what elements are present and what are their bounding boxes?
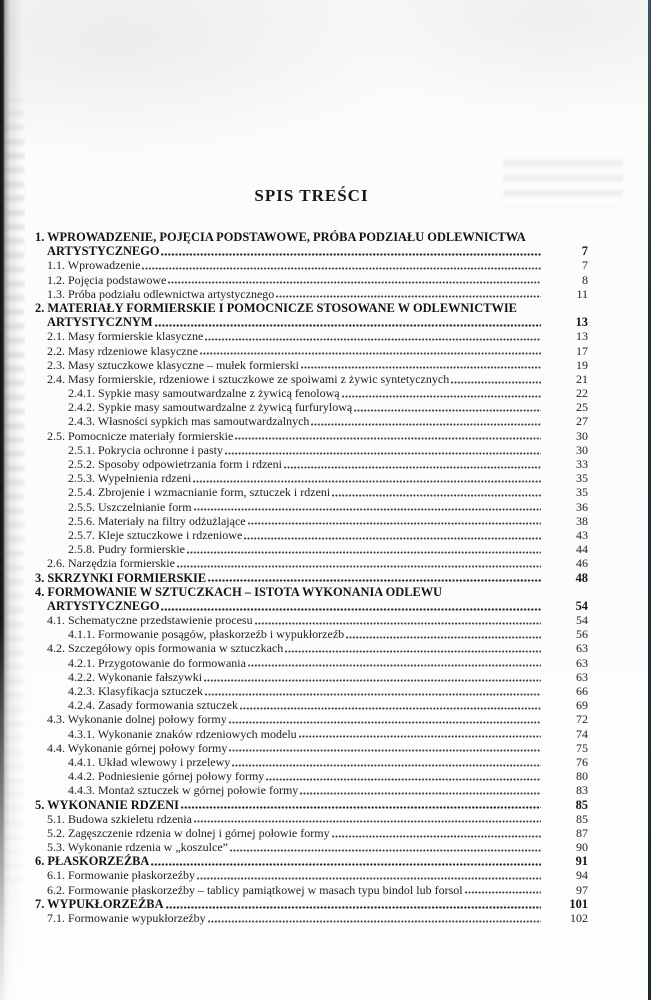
toc-row bbox=[35, 599, 588, 613]
page-number: 56 bbox=[576, 627, 588, 642]
page-number: 46 bbox=[576, 556, 588, 571]
dot-leader bbox=[161, 252, 541, 257]
dot-leader bbox=[451, 380, 541, 385]
toc-row bbox=[35, 741, 588, 755]
toc-entry-text: 7. WYPUKŁORZEŹBA bbox=[35, 896, 164, 911]
toc-entry-text: 2.4.2. Sypkie masy samoutwardzalne z żywicą furfurylową bbox=[68, 400, 353, 415]
toc-row bbox=[35, 684, 588, 698]
toc-row bbox=[35, 883, 588, 897]
toc-row bbox=[35, 826, 588, 840]
dot-leader bbox=[342, 394, 541, 399]
page-number: 102 bbox=[570, 911, 588, 925]
toc-entry-text: 5.2. Zagęszczenie rdzenia w dolnej i górnej połowie formy bbox=[47, 825, 330, 840]
toc-entry-text: 2.2. Masy rdzeniowe klasyczne bbox=[47, 343, 198, 358]
toc-row bbox=[35, 528, 588, 542]
toc-entry-text: 6.1. Formowanie płaskorzeźby bbox=[47, 868, 195, 883]
toc-entry-text: 2.3. Masy sztuczkowe klasyczne – mułek formierski bbox=[47, 357, 299, 372]
dot-leader bbox=[204, 678, 541, 683]
toc-entry-text: 4.2.3. Klasyfikacja sztuczek bbox=[68, 684, 203, 698]
dot-leader bbox=[276, 294, 541, 299]
page-number: 36 bbox=[576, 499, 588, 514]
toc-entry-text: 2.5.1. Pokrycia ochronne i pasty bbox=[68, 442, 223, 457]
toc-entry-text: 4.2.2. Wykonanie fałszywki bbox=[68, 669, 203, 684]
toc-entry-text: 2. MATERIAŁY FORMIERSKIE I POMOCNICZE STOSOWANE W ODLEWNICTWIE bbox=[35, 300, 517, 315]
page-number: 97 bbox=[576, 882, 588, 897]
toc-row bbox=[35, 769, 588, 783]
dot-leader bbox=[284, 465, 541, 470]
toc-row bbox=[35, 854, 588, 868]
toc-row bbox=[35, 443, 588, 457]
page-number: 35 bbox=[576, 471, 588, 486]
toc-row bbox=[35, 670, 588, 684]
dot-leader bbox=[200, 351, 541, 356]
dot-leader bbox=[177, 564, 541, 569]
toc-entry-text: 4.1. Schematyczne przedstawienie procesu bbox=[47, 613, 253, 628]
dot-leader bbox=[255, 621, 541, 626]
dot-leader bbox=[193, 479, 541, 484]
dot-leader bbox=[225, 451, 541, 456]
page-number: 54 bbox=[575, 598, 588, 613]
toc-row bbox=[35, 457, 588, 471]
dot-leader bbox=[151, 862, 541, 867]
toc-entry-text: 4.2. Szczegółowy opis formowania w sztuczkach bbox=[47, 641, 284, 656]
toc-row bbox=[35, 698, 588, 712]
toc-row bbox=[35, 471, 588, 485]
dot-leader bbox=[354, 408, 541, 413]
toc-entry-text: 2.5. Pomocnicze materiały formierskie bbox=[47, 428, 234, 443]
dot-leader bbox=[266, 777, 541, 782]
dot-leader bbox=[208, 578, 541, 583]
toc-row bbox=[35, 301, 588, 315]
dot-leader bbox=[332, 493, 541, 498]
page-number: 91 bbox=[575, 854, 588, 869]
toc-entry-text: 1.2. Pojęcia podstawowe bbox=[47, 272, 167, 287]
toc-row bbox=[35, 712, 588, 726]
page-number: 35 bbox=[576, 485, 588, 500]
toc-entry-text: 4.4.2. Podniesienie górnej połowy formy bbox=[68, 769, 265, 784]
toc-row bbox=[35, 500, 588, 514]
page-number: 43 bbox=[576, 527, 588, 542]
toc-row bbox=[35, 485, 588, 499]
toc-row bbox=[35, 627, 588, 641]
dot-leader bbox=[229, 720, 541, 725]
dot-leader bbox=[168, 280, 541, 285]
dot-leader bbox=[244, 536, 541, 541]
toc-entry-text: 4.2.1. Przygotowanie do formowania bbox=[68, 655, 246, 670]
toc-row bbox=[35, 358, 588, 372]
toc-row bbox=[35, 429, 588, 443]
page-number: 75 bbox=[576, 740, 588, 755]
dot-leader bbox=[248, 663, 541, 668]
page-number: 87 bbox=[576, 825, 588, 840]
toc-entry-text: 2.5.5. Uszczelnianie form bbox=[68, 499, 192, 514]
toc-row bbox=[35, 911, 588, 925]
dot-leader bbox=[205, 692, 541, 697]
toc-row bbox=[35, 258, 588, 272]
toc-row bbox=[35, 571, 588, 585]
dot-leader bbox=[229, 748, 541, 753]
page-number: 63 bbox=[576, 655, 588, 670]
page-number: 85 bbox=[576, 811, 588, 826]
toc-entry-text: 4. FORMOWANIE W SZTUCZKACH – ISTOTA WYKONANIA ODLEWU bbox=[35, 584, 443, 599]
page-number: 94 bbox=[576, 868, 588, 883]
dot-leader bbox=[194, 507, 541, 512]
dot-leader bbox=[346, 635, 541, 640]
toc-entry-text: 6. PŁASKORZEŹBA bbox=[35, 854, 150, 869]
dot-leader bbox=[248, 521, 541, 526]
toc-row bbox=[35, 840, 588, 854]
toc-row bbox=[35, 230, 588, 244]
page-number: 13 bbox=[575, 315, 588, 330]
page-number: 21 bbox=[576, 371, 588, 386]
toc-row bbox=[35, 329, 588, 343]
dot-leader bbox=[197, 876, 541, 881]
dot-leader bbox=[465, 890, 541, 895]
page-number: 74 bbox=[576, 726, 588, 741]
toc-entry-text: 4.3. Wykonanie dolnej połowy formy bbox=[47, 712, 227, 727]
toc-row bbox=[35, 400, 588, 414]
dot-leader bbox=[311, 422, 541, 427]
table-of-contents bbox=[35, 230, 588, 925]
toc-row bbox=[35, 656, 588, 670]
toc-row bbox=[35, 755, 588, 769]
toc-entry-text: 2.5.6. Materiały na filtry odżużlające bbox=[68, 513, 246, 528]
page-number: 72 bbox=[576, 712, 588, 727]
toc-entry-text: 2.4. Masy formierskie, rdzeniowe i sztuczkowe ze spoiwami z żywic syntetycznych bbox=[47, 371, 450, 386]
toc-entry-text: ARTYSTYCZNEGO bbox=[47, 244, 160, 259]
toc-row bbox=[35, 783, 588, 797]
toc-entry-text: 1.3. Próba podziału odlewnictwa artystycznego bbox=[47, 286, 275, 301]
toc-entry-text: 3. SKRZYNKI FORMIERSKIE bbox=[35, 570, 207, 585]
toc-row bbox=[35, 315, 588, 329]
toc-row bbox=[35, 287, 588, 301]
dot-leader bbox=[155, 323, 541, 328]
toc-row bbox=[35, 613, 588, 627]
toc-entry-text: 1. WPROWADZENIE, POJĘCIA PODSTAWOWE, PRÓBA PODZIAŁU ODLEWNICTWA bbox=[35, 230, 526, 244]
dot-leader bbox=[235, 436, 541, 441]
toc-entry-text: 4.4.1. Układ wlewowy i przelewy bbox=[68, 754, 231, 769]
page-number: 33 bbox=[576, 457, 588, 471]
dot-leader bbox=[232, 763, 541, 768]
page-number: 63 bbox=[576, 669, 588, 684]
toc-entry-text: 1.1. Wprowadzenie bbox=[47, 258, 141, 273]
dot-leader bbox=[181, 805, 541, 810]
page-number: 8 bbox=[582, 272, 588, 287]
dot-leader bbox=[205, 337, 541, 342]
toc-entry-text: 6.2. Formowanie płaskorzeźby – tablicy pamiątkowej w masach typu bindol lub forsol bbox=[47, 882, 463, 897]
toc-entry-text: 7.1. Formowanie wypukłorzeźby bbox=[47, 911, 206, 925]
page-number: 22 bbox=[576, 386, 588, 401]
toc-entry-text: 2.6. Narzędzia formierskie bbox=[47, 556, 175, 571]
toc-row bbox=[35, 386, 588, 400]
toc-entry-text: ARTYSTYCZNYM bbox=[47, 315, 153, 330]
dot-leader bbox=[166, 905, 541, 910]
toc-entry-text: 2.4.3. Własności sypkich mas samoutwardzalnych bbox=[68, 414, 310, 429]
page-number: 7 bbox=[582, 258, 588, 273]
toc-entry-text: 2.1. Masy formierskie klasyczne bbox=[47, 329, 204, 344]
dot-leader bbox=[194, 819, 541, 824]
toc-row bbox=[35, 798, 588, 812]
page-number: 11 bbox=[576, 286, 588, 301]
page-number: 101 bbox=[569, 896, 588, 911]
toc-entry-text: 4.1.1. Formowanie posągów, płaskorzeźb i wypukłorzeźb bbox=[68, 627, 345, 642]
page-number: 30 bbox=[576, 428, 588, 443]
toc-row bbox=[35, 812, 588, 826]
toc-row bbox=[35, 585, 588, 599]
toc-entry-text: 5.1. Budowa szkieletu rdzenia bbox=[47, 811, 192, 826]
toc-row bbox=[35, 244, 588, 258]
toc-row bbox=[35, 273, 588, 287]
toc-entry-text: 5.3. Wykonanie rdzenia w „koszulce” bbox=[47, 840, 228, 855]
toc-row bbox=[35, 556, 588, 570]
toc-row bbox=[35, 514, 588, 528]
toc-row bbox=[35, 868, 588, 882]
toc-entry-text: 4.3.1. Wykonanie znaków rdzeniowych modelu bbox=[68, 726, 297, 741]
page-number: 44 bbox=[576, 542, 588, 557]
page-number: 7 bbox=[581, 244, 588, 259]
page-number: 83 bbox=[576, 783, 588, 798]
page-number: 63 bbox=[576, 641, 588, 656]
toc-row bbox=[35, 344, 588, 358]
page-number: 76 bbox=[576, 754, 588, 769]
page-number: 54 bbox=[576, 613, 588, 628]
dot-leader bbox=[332, 834, 541, 839]
page-number: 27 bbox=[576, 414, 588, 429]
dot-leader bbox=[301, 365, 541, 370]
page-number: 69 bbox=[576, 698, 588, 713]
dot-leader bbox=[208, 919, 541, 924]
page-number: 80 bbox=[576, 769, 588, 784]
scan-edge-left bbox=[0, 0, 22, 1000]
page-number: 13 bbox=[576, 329, 588, 344]
toc-row bbox=[35, 372, 588, 386]
toc-entry-text: 4.4. Wykonanie górnej połowy formy bbox=[47, 740, 228, 755]
page-number: 38 bbox=[576, 513, 588, 528]
toc-entry-text: 4.4.3. Montaż sztuczek w górnej połowie formy bbox=[68, 783, 299, 798]
dot-leader bbox=[142, 266, 541, 271]
page-number: 30 bbox=[576, 442, 588, 457]
bleed-through-marks bbox=[5, 82, 25, 892]
toc-row bbox=[35, 414, 588, 428]
dot-leader bbox=[285, 649, 541, 654]
page-number: 17 bbox=[576, 343, 588, 358]
page-number: 48 bbox=[575, 570, 588, 585]
dot-leader bbox=[300, 791, 541, 796]
page-title: SPIS TREŚCI bbox=[254, 186, 369, 206]
dot-leader bbox=[299, 734, 541, 739]
toc-entry-text: 2.5.7. Kleje sztuczkowe i rdzeniowe bbox=[68, 527, 243, 542]
page-number: 25 bbox=[576, 400, 588, 415]
page-number: 85 bbox=[575, 797, 588, 812]
toc-entry-text: ARTYSTYCZNEGO bbox=[47, 598, 160, 613]
dot-leader bbox=[230, 848, 541, 853]
toc-entry-text: 5. WYKONANIE RDZENI bbox=[35, 797, 180, 812]
toc-row bbox=[35, 727, 588, 741]
page-number: 90 bbox=[576, 840, 588, 855]
toc-entry-text: 2.5.2. Sposoby odpowietrzania form i rdzeni bbox=[68, 457, 282, 471]
page-number: 66 bbox=[576, 684, 588, 698]
toc-entry-text: 2.4.1. Sypkie masy samoutwardzalne z żywicą fenolową bbox=[68, 386, 340, 401]
dot-leader bbox=[187, 550, 541, 555]
toc-row bbox=[35, 897, 588, 911]
toc-entry-text: 2.5.4. Zbrojenie i wzmacnianie form, sztuczek i rdzeni bbox=[68, 485, 331, 500]
dot-leader bbox=[240, 706, 541, 711]
toc-row bbox=[35, 542, 588, 556]
toc-row bbox=[35, 641, 588, 655]
toc-entry-text: 2.5.8. Pudry formierskie bbox=[68, 542, 185, 557]
dot-leader bbox=[161, 607, 541, 612]
toc-entry-text: 4.2.4. Zasady formowania sztuczek bbox=[68, 698, 238, 713]
page-number: 19 bbox=[576, 357, 588, 372]
toc-entry-text: 2.5.3. Wypełnienia rdzeni bbox=[68, 471, 192, 486]
